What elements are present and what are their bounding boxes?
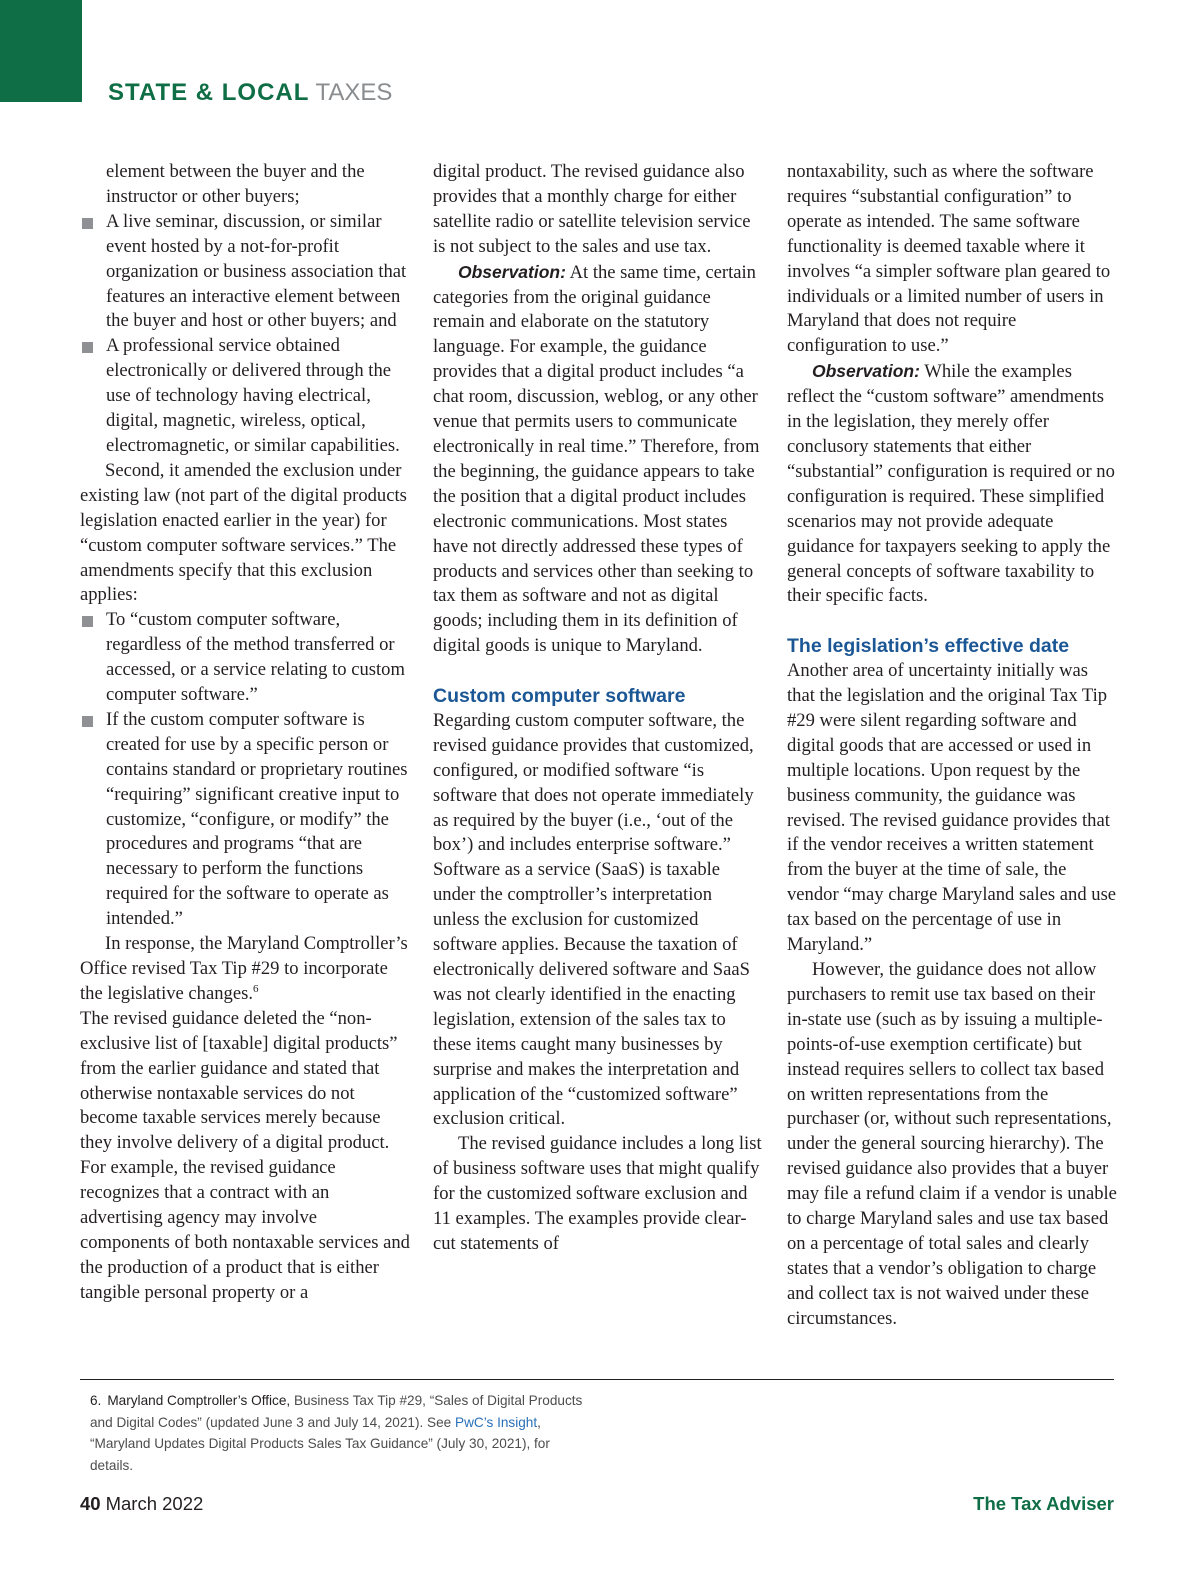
footnote [90,1390,585,1476]
paragraph: Second, it amended the exclusion under existing law (not part of the digital products legislation enacted earlier in the year) for “custom computer software services.” The amendments specify that this exclusion applies: [80,459,407,606]
publication-name: The Tax Adviser [973,1493,1114,1514]
paragraph: Another area of uncertainty initially was that the legislation and the original Tax Tip #29 were silent regarding software and digital goods that are accessed or used in multiple locations. Upon request by the business community, the guidance was revised. The revised guidance provides that if the vendor receives a written statement from the buyer at the time of sale, the vendor “may charge Maryland sales and use tax based on the percentage of use in Maryland.” [787,660,1117,956]
bullet-item: A live seminar, discussion, or similar event hosted by a not-for-profit organization or business association that features an interactive element between the buyer and host or other buyers; and [80,210,410,335]
paragraph-text: In response, the Maryland Comptroller’s Office revised Tax Tip #29 to incorporate the legislative changes. [80,933,408,1004]
paragraph: nontaxability, such as where the software requires “substantial configuration” to operate as intended. The same software functionality is deemed taxable where it involves “a simpler software plan geared to individuals or a limited number of users in Maryland that does not require configuration to use.” [787,161,1111,357]
paragraph: element between the buyer and the instructor or other buyers; [106,161,365,207]
page-number: 40 [80,1493,101,1514]
column-3 [787,160,1117,1332]
footnote-divider [80,1379,1114,1380]
paragraph-text: At the same time, certain categories from the original guidance remain and elaborate on the statutory language. For example, the guidance provides that a digital product includes “a chat room, discussion, weblog, or any other venue that permits users to communicate electronically in real time.” Therefore, from the beginning, the guidance appears to take the position that a digital product includes electronic communications. Most states have not directly addressed these types of products and services other than seeking to tax them as software and not as digital goods; including them in its definition of digital goods is unique to Maryland. [433,261,760,657]
section-subtitle: TAXES [315,79,393,106]
page-footer [80,1493,203,1515]
subheading: Custom computer software [433,685,686,708]
footnote-text-continued: , “Maryland Updates Digital Products Sales Tax Guidance” (July 30, 2021), for details. [90,1414,550,1473]
paragraph: The revised guidance includes a long list of business software uses that might qualify for the customized software exclusion and 11 examples. The examples provide clear-cut statements of [433,1133,762,1254]
paragraph [80,932,410,1007]
paragraph: digital product. The revised guidance also provides that a monthly charge for either satellite radio or satellite television service is not subject to the sales and use tax. [433,161,751,257]
bullet-item: To “custom computer software, regardless of the method transferred or accessed, or a service relating to custom computer software.” [80,608,410,708]
paragraph: The revised guidance deleted the “non-exclusive list of [taxable] digital products” from the earlier guidance and stated that otherwise nontaxable services do not become taxable services merely because they involve delivery of a digital product. For example, the revised guidance recognizes that a contract with an advertising agency may involve components of both nontaxable services and the production of a product that is either tangible personal property or a [80,1007,410,1303]
footnote-number: 6. [90,1393,102,1408]
section-color-tab [0,0,82,102]
spacer [433,659,763,684]
bullet-item: A professional service obtained electronically or delivered through the use of technology having electrical, digital, magnetic, wireless, optical, electromagnetic, or similar capabilities. [80,334,410,459]
footnote-link[interactable]: PwC’s Insight [455,1414,538,1430]
footnote-reference[interactable]: 6 [252,982,259,995]
observation-label: Observation: [458,261,566,282]
bullet-item: If the custom computer software is created for use by a specific person or contains standard or proprietary routines “requiring” significant creative input to customize, “configure, or modify” the procedures and programs “that are necessary to perform the functions required for the software to operate as intended.” [80,708,410,932]
footnote-source: Maryland Comptroller’s Office, [107,1393,291,1408]
issue-date: March 2022 [105,1493,204,1514]
paragraph: Regarding custom computer software, the revised guidance provides that customized, configured, or modified software “is software that does not operate immediately as required by the buyer (i.e., ‘out of the box’) and includes enterprise software.” Software as a service (SaaS) is taxable under the comptroller’s interpretation unless the exclusion for customized software applies. Because the taxation of electronically delivered software and SaaS was not clearly identified in the enacting legislation, extension of the sales tax to these items caught many businesses by surprise and makes the interpretation and application of the “customized software” exclusion critical. [433,709,754,1130]
spacer [787,609,1117,634]
column-1 [80,160,410,1306]
paragraph-text: While the examples reflect the “custom software” amendments in the legislation, they merely offer conclusory statements that either “substantial” configuration is required or no configuration is required. These simplified scenarios may not provide adequate guidance for taxpayers seeking to apply the general concepts of software taxability to their specific facts. [787,361,1115,607]
observation-label: Observation: [812,361,920,382]
paragraph [433,260,763,660]
paragraph [787,359,1117,609]
footnote-text: Business Tax Tip #29, “Sales of Digital Products and Digital Codes” (updated June 3 and July 14, 2021). See [90,1393,583,1430]
subheading: The legislation’s effective date [787,635,1070,658]
paragraph: However, the guidance does not allow purchasers to remit use tax based on their in-state use (such as by issuing a multiple-points-of-use exemption certificate) but instead requires sellers to collect tax based on written representations from the purchaser (or, without such representations, under the general sourcing hierarchy). The revised guidance also provides that a buyer may file a refund claim if a vendor is unable to charge Maryland sales and use tax based on a percentage of total sales and clearly states that a vendor’s obligation to charge and collect tax is not waived under these circumstances. [787,958,1117,1329]
section-header [108,78,392,108]
column-2 [433,160,763,1257]
section-title: STATE & LOCAL [108,79,310,106]
